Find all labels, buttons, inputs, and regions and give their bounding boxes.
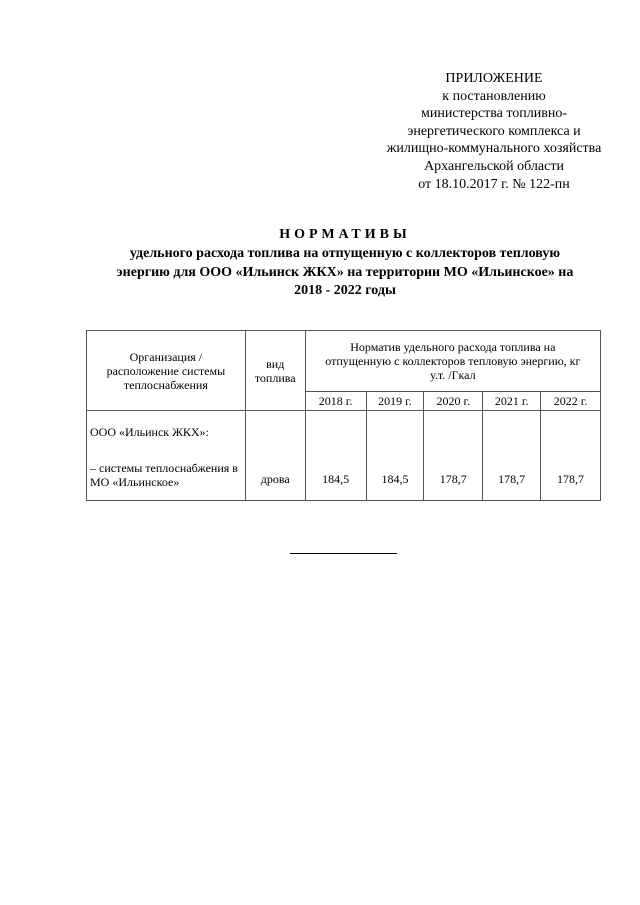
value-cell: 184,5	[305, 411, 366, 501]
header-year: 2018 г.	[305, 392, 366, 411]
header-fuel: вид топлива	[245, 331, 305, 411]
title-line: удельного расхода топлива на отпущенную с коллекторов тепловую	[129, 245, 561, 261]
header-norm: Норматив удельного расхода топлива на отпущенную с коллекторов тепловую энергию, кг у.т. /Гкал	[305, 331, 600, 392]
header-line: энергетического комплекса и	[407, 123, 581, 139]
value-cell: 178,7	[424, 411, 483, 501]
header-year: 2022 г.	[541, 392, 601, 411]
org-name: ООО «Ильинск ЖКХ»:	[90, 425, 209, 439]
header-line: Архангельской области	[424, 158, 564, 174]
norms-table	[86, 330, 601, 501]
value-cell: 178,7	[541, 411, 601, 501]
header-line: от 18.10.2017 г. № 122-пн	[418, 176, 570, 192]
header-line: жилищно-коммунального хозяйства	[386, 141, 602, 157]
table-row	[87, 411, 601, 501]
value-cell: 178,7	[483, 411, 541, 501]
header-line: ПРИЛОЖЕНИЕ	[445, 71, 543, 86]
appendix-header	[380, 70, 608, 193]
title-line: энергию для ООО «Ильинск ЖКХ» на территории МО «Ильинское» на	[116, 264, 574, 280]
title-line: 2018 - 2022 годы	[294, 283, 396, 299]
org-system: – системы теплоснабжения в МО «Ильинское»	[90, 461, 238, 489]
header-year: 2021 г.	[483, 392, 541, 411]
value-cell: 184,5	[366, 411, 424, 501]
header-line: к постановлению	[442, 88, 546, 104]
title-heading: НОРМАТИВЫ	[279, 227, 411, 242]
org-cell	[87, 411, 246, 501]
document-title	[80, 226, 610, 301]
fuel-cell: дрова	[245, 411, 305, 501]
header-year: 2020 г.	[424, 392, 483, 411]
header-org: Организация / расположение системы теплоснабжения	[87, 331, 246, 411]
closing-rule	[290, 553, 397, 554]
header-year: 2019 г.	[366, 392, 424, 411]
header-line: министерства топливно-	[420, 106, 568, 122]
